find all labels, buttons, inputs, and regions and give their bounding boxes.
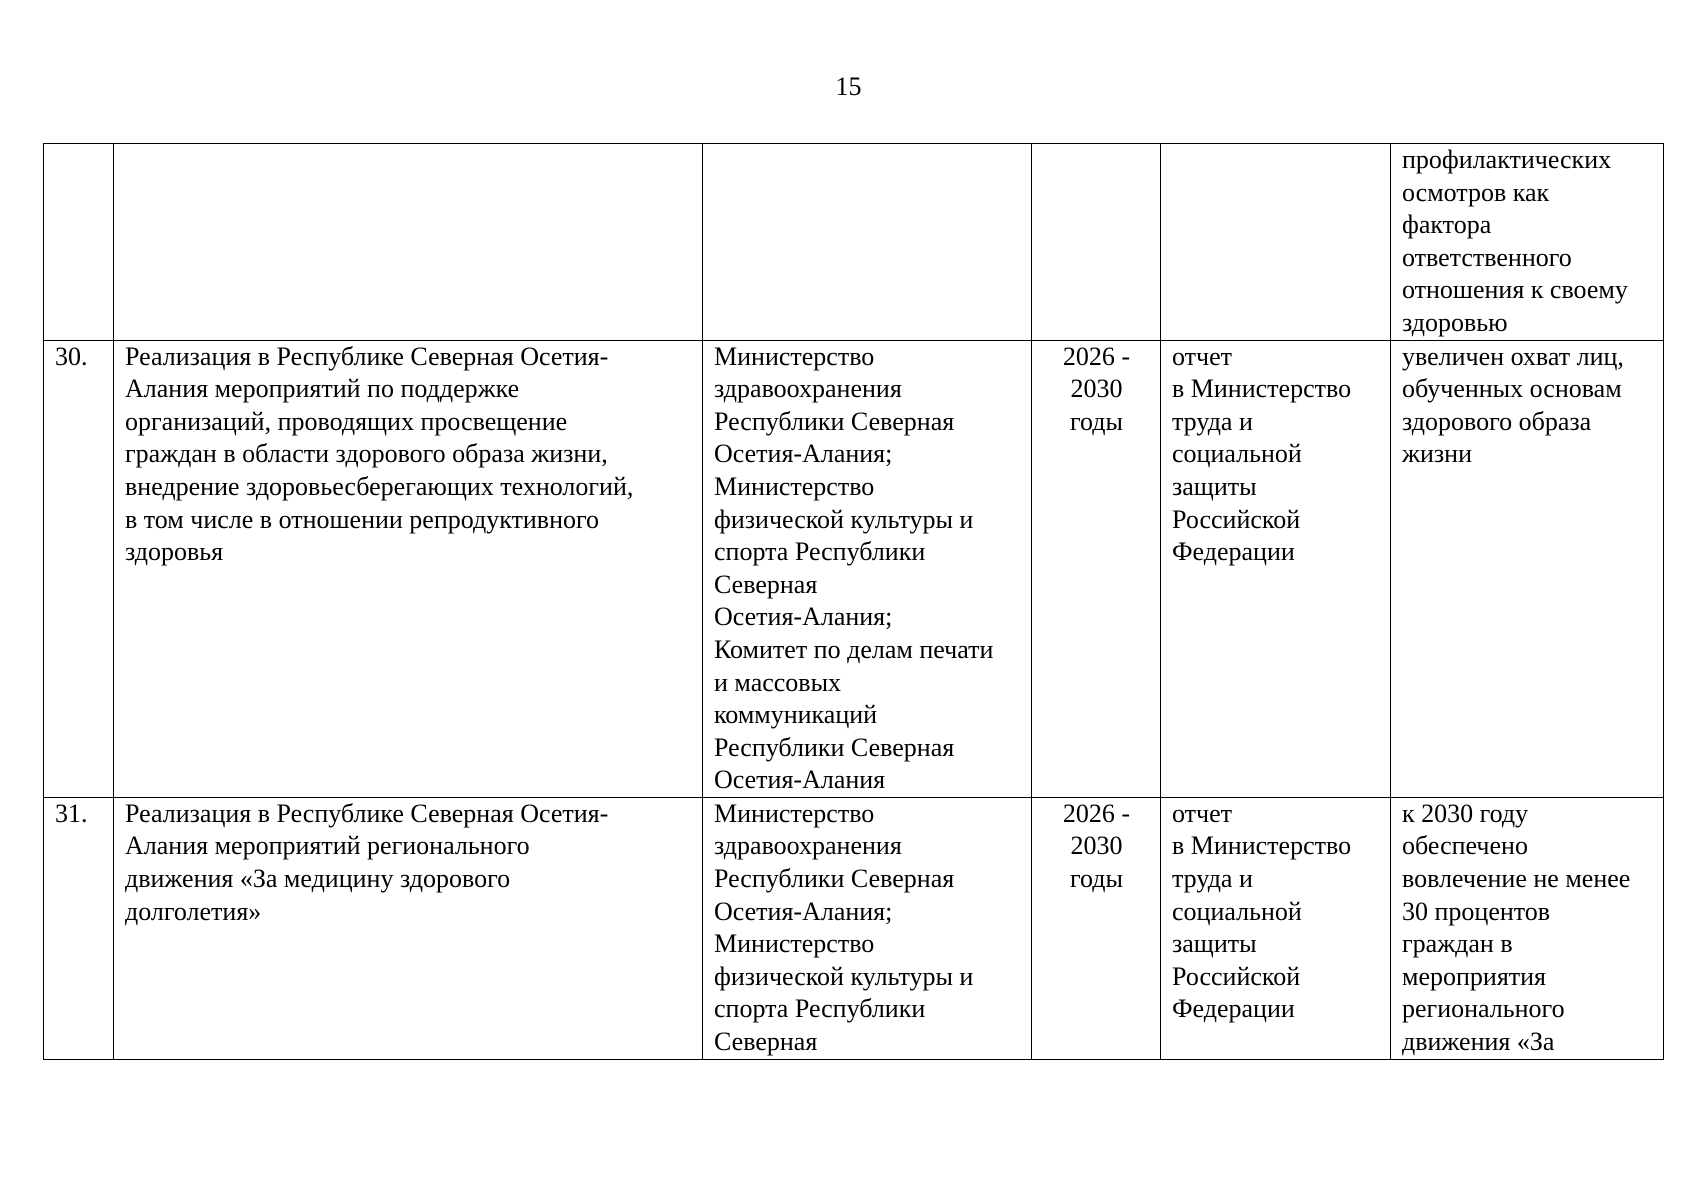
- table-row-31: [44, 797, 1664, 1059]
- cell-report: [1161, 144, 1391, 341]
- table-row-continuation: [44, 144, 1664, 341]
- cell-event: Реализация в Республике Северная Осетия- Алания мероприятий регионального движения «За медицину здорового долголетия»: [114, 797, 703, 1059]
- cell-responsible: Министерство здравоохранения Республики Северная Осетия-Алания; Министерство физической культуры и спорта Республики Северная Осетия-Алания; Комитет по делам печати и массовых коммуникаций Республики Северная Осетия-Алания: [703, 340, 1032, 797]
- cell-number: [44, 144, 114, 341]
- cell-number: 30.: [44, 340, 114, 797]
- cell-responsible: Министерство здравоохранения Республики Северная Осетия-Алания; Министерство физической культуры и спорта Республики Северная: [703, 797, 1032, 1059]
- cell-report: отчет в Министерство труда и социальной защиты Российской Федерации: [1161, 797, 1391, 1059]
- cell-term: [1032, 144, 1161, 341]
- cell-event: Реализация в Республике Северная Осетия- Алания мероприятий по поддержке организаций, проводящих просвещение граждан в области здорового образа жизни, внедрение здоровьесберегающих технологий, в том числе в отношении репродуктивного здоровья: [114, 340, 703, 797]
- cell-number: 31.: [44, 797, 114, 1059]
- cell-result: увеличен охват лиц, обученных основам здорового образа жизни: [1391, 340, 1664, 797]
- cell-result: профилактических осмотров как фактора ответственного отношения к своему здоровью: [1391, 144, 1664, 341]
- cell-term: 2026 - 2030 годы: [1032, 340, 1161, 797]
- cell-responsible: [703, 144, 1032, 341]
- page-number: 15: [835, 72, 862, 101]
- cell-result: к 2030 году обеспечено вовлечение не менее 30 процентов граждан в мероприятия регионального движения «За: [1391, 797, 1664, 1059]
- cell-event: [114, 144, 703, 341]
- cell-term: 2026 - 2030 годы: [1032, 797, 1161, 1059]
- cell-report: отчет в Министерство труда и социальной защиты Российской Федерации: [1161, 340, 1391, 797]
- table-row-30: [44, 340, 1664, 797]
- measures-table: [43, 143, 1664, 1060]
